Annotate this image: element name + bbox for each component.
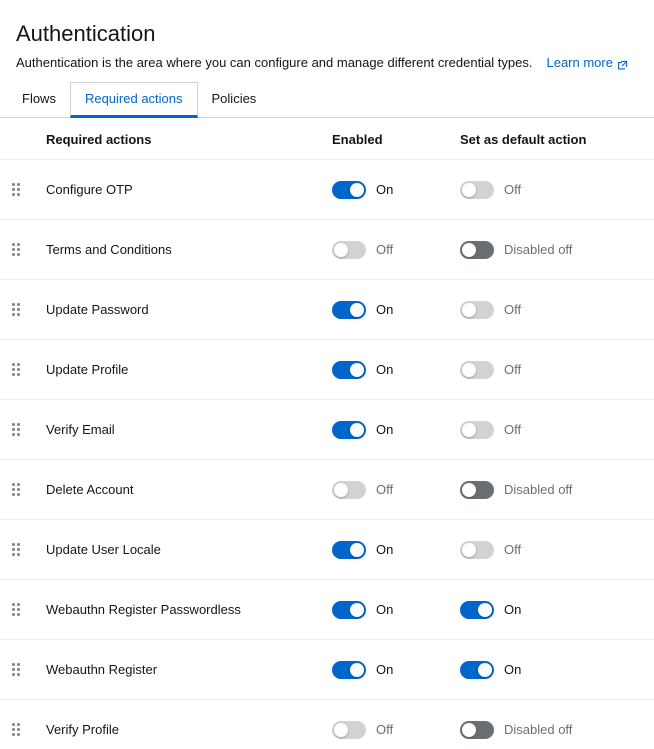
default-action-toggle[interactable] [460, 181, 494, 199]
enabled-toggle[interactable] [332, 661, 366, 679]
drag-handle-icon[interactable] [0, 423, 32, 436]
table-row [0, 640, 654, 700]
default-action-toggle [460, 721, 494, 739]
default-action-toggle[interactable] [460, 421, 494, 439]
action-name-cell [32, 280, 332, 340]
column-header-set-as-default: Set as default action [460, 118, 654, 160]
drag-handle-cell[interactable] [0, 700, 32, 749]
table-row [0, 460, 654, 520]
default-action-toggle[interactable] [460, 361, 494, 379]
action-name: Update Profile [46, 362, 129, 377]
table-head [0, 118, 654, 160]
enabled-toggle[interactable] [332, 721, 366, 739]
action-name: Webauthn Register Passwordless [46, 602, 241, 617]
default-action-toggle[interactable] [460, 541, 494, 559]
page-description: Authentication is the area where you can configure and manage different credential types. [16, 55, 533, 70]
action-name-cell [32, 700, 332, 749]
default-action-cell [460, 160, 654, 220]
action-name-cell [32, 160, 332, 220]
drag-handle-cell[interactable] [0, 580, 32, 640]
external-link-icon [617, 58, 628, 69]
default-action-cell [460, 520, 654, 580]
drag-handle-cell[interactable] [0, 340, 32, 400]
default-action-cell [460, 640, 654, 700]
enabled-toggle[interactable] [332, 541, 366, 559]
enabled-toggle-label: Off [376, 722, 394, 737]
enabled-toggle[interactable] [332, 241, 366, 259]
default-action-toggle-label: Off [504, 182, 522, 197]
enabled-toggle[interactable] [332, 601, 366, 619]
page-header [0, 0, 654, 72]
enabled-cell [332, 220, 460, 280]
action-name: Verify Profile [46, 722, 119, 737]
enabled-toggle[interactable] [332, 301, 366, 319]
action-name: Update User Locale [46, 542, 161, 557]
action-name: Configure OTP [46, 182, 133, 197]
default-action-cell [460, 280, 654, 340]
enabled-cell [332, 580, 460, 640]
action-name-cell [32, 640, 332, 700]
learn-more-label: Learn more [546, 55, 613, 70]
table-row [0, 340, 654, 400]
enabled-toggle-label: On [376, 602, 394, 617]
enabled-cell [332, 340, 460, 400]
enabled-toggle-label: On [376, 422, 394, 437]
enabled-toggle-label: On [376, 662, 394, 677]
enabled-toggle-label: On [376, 302, 394, 317]
default-action-toggle-label: Off [504, 362, 522, 377]
default-action-cell [460, 460, 654, 520]
drag-handle-cell[interactable] [0, 280, 32, 340]
action-name-cell [32, 340, 332, 400]
drag-handle-icon[interactable] [0, 183, 32, 196]
drag-handle-cell[interactable] [0, 220, 32, 280]
drag-handle-icon[interactable] [0, 603, 32, 616]
table-row [0, 400, 654, 460]
drag-handle-icon[interactable] [0, 303, 32, 316]
default-action-cell [460, 400, 654, 460]
default-action-toggle-label: On [504, 662, 522, 677]
table-row [0, 700, 654, 749]
default-action-cell [460, 700, 654, 749]
drag-handle-icon[interactable] [0, 363, 32, 376]
default-action-toggle [460, 481, 494, 499]
default-action-toggle[interactable] [460, 301, 494, 319]
action-name: Update Password [46, 302, 149, 317]
table-row [0, 220, 654, 280]
enabled-toggle-label: Off [376, 482, 394, 497]
default-action-toggle-label: Disabled off [504, 722, 573, 737]
default-action-toggle-label: Off [504, 542, 522, 557]
enabled-toggle[interactable] [332, 421, 366, 439]
drag-handle-cell[interactable] [0, 160, 32, 220]
action-name-cell [32, 400, 332, 460]
enabled-toggle-label: On [376, 182, 394, 197]
enabled-cell [332, 700, 460, 749]
action-name-cell [32, 520, 332, 580]
enabled-cell [332, 640, 460, 700]
enabled-toggle[interactable] [332, 481, 366, 499]
action-name: Terms and Conditions [46, 242, 172, 257]
required-actions-table [0, 118, 654, 749]
enabled-toggle[interactable] [332, 181, 366, 199]
enabled-cell [332, 280, 460, 340]
learn-more-link[interactable] [546, 54, 627, 72]
drag-handle-cell[interactable] [0, 400, 32, 460]
default-action-toggle [460, 241, 494, 259]
default-action-toggle-label: Disabled off [504, 482, 573, 497]
default-action-toggle-label: Off [504, 302, 522, 317]
default-action-toggle-label: Disabled off [504, 242, 573, 257]
table-row [0, 580, 654, 640]
default-action-cell [460, 220, 654, 280]
action-name-cell [32, 580, 332, 640]
page-description-row [16, 54, 638, 72]
drag-handle-icon[interactable] [0, 723, 32, 736]
action-name: Delete Account [46, 482, 134, 497]
drag-handle-icon[interactable] [0, 483, 32, 496]
column-header-required-actions-label: Required actions [46, 132, 152, 147]
enabled-cell [332, 160, 460, 220]
action-name-cell [32, 460, 332, 520]
table-row [0, 280, 654, 340]
enabled-toggle[interactable] [332, 361, 366, 379]
tab-required-actions[interactable]: Required actions [70, 82, 198, 118]
drag-handle-icon[interactable] [0, 243, 32, 256]
drag-handle-cell[interactable] [0, 520, 32, 580]
default-action-cell [460, 340, 654, 400]
action-name: Verify Email [46, 422, 115, 437]
table-body [0, 160, 654, 749]
drag-handle-cell[interactable] [0, 640, 32, 700]
table-row [0, 160, 654, 220]
enabled-cell [332, 460, 460, 520]
default-action-toggle-label: Off [504, 422, 522, 437]
tab-flows[interactable]: Flows [8, 83, 70, 118]
column-header-enabled: Enabled [332, 118, 460, 160]
drag-handle-icon[interactable] [0, 543, 32, 556]
table-row [0, 520, 654, 580]
page-title: Authentication [16, 21, 156, 46]
enabled-cell [332, 520, 460, 580]
enabled-toggle-label: On [376, 362, 394, 377]
default-action-toggle-label: On [504, 602, 522, 617]
drag-handle-icon[interactable] [0, 663, 32, 676]
column-header-drag [0, 118, 32, 160]
action-name: Webauthn Register [46, 662, 158, 677]
enabled-cell [332, 400, 460, 460]
enabled-toggle-label: On [376, 542, 394, 557]
tab-policies[interactable]: Policies [198, 83, 271, 118]
drag-handle-cell[interactable] [0, 460, 32, 520]
default-action-toggle[interactable] [460, 601, 494, 619]
action-name-cell [32, 220, 332, 280]
enabled-toggle-label: Off [376, 242, 394, 257]
table-header-row [0, 118, 654, 160]
tab-bar[interactable] [0, 86, 654, 118]
column-header-required-actions [32, 118, 332, 160]
default-action-toggle[interactable] [460, 661, 494, 679]
default-action-cell [460, 580, 654, 640]
